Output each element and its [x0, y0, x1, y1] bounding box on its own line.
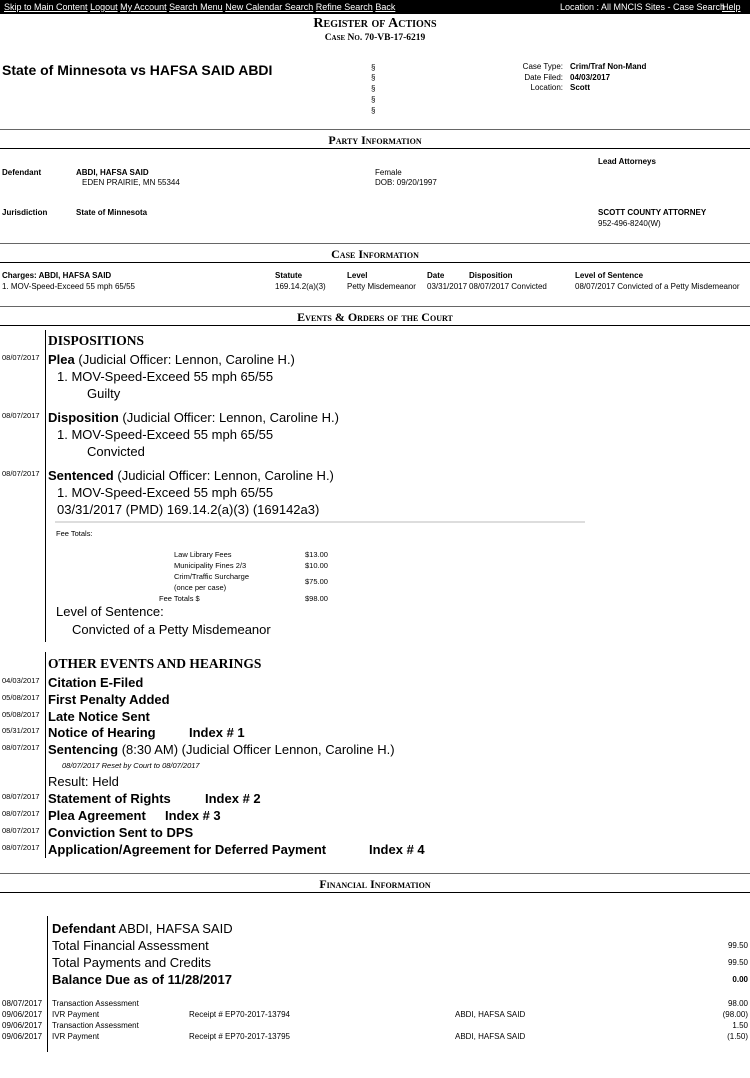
- fee-amount: $13.00: [305, 550, 328, 559]
- financial-information-heading: Financial Information: [319, 877, 431, 891]
- skip-to-main-link[interactable]: Skip to Main Content: [4, 2, 88, 12]
- logout-link[interactable]: Logout: [90, 2, 118, 12]
- level-of-sentence-value: Convicted of a Petty Misdemeanor: [72, 622, 271, 637]
- divider: [0, 148, 750, 149]
- fee-amount: $10.00: [305, 561, 328, 570]
- search-menu-link[interactable]: Search Menu: [169, 2, 223, 12]
- event-title: Plea: [48, 352, 75, 367]
- level-of-sentence-label: Level of Sentence:: [56, 604, 164, 619]
- fee-label-note: (once per case): [174, 583, 227, 592]
- page-title: Register of Actions: [313, 16, 437, 31]
- event-date: 08/07/2017: [2, 843, 40, 852]
- event-date: 08/07/2017: [2, 826, 40, 835]
- transaction-date: 09/06/2017: [2, 1010, 43, 1019]
- sentence-detail: 03/31/2017 (PMD) 169.14.2(a)(3) (169142a3): [57, 502, 320, 517]
- date-filed-value: 04/03/2017: [570, 73, 611, 82]
- event-title: Conviction Sent to DPS: [48, 825, 194, 840]
- sentence-cell: 08/07/2017 Convicted of a Petty Misdemeanor: [575, 282, 740, 291]
- divider: [0, 892, 750, 893]
- event-result: Result: Held: [48, 774, 119, 789]
- location-value: Scott: [570, 83, 590, 92]
- event-charge: 1. MOV-Speed-Exceed 55 mph 65/55: [57, 485, 274, 500]
- fee-label: Municipality Fines 2/3: [174, 561, 247, 570]
- transaction-payor: ABDI, HAFSA SAID: [455, 1010, 526, 1019]
- defendant-gender: Female: [375, 168, 402, 177]
- event-title: Plea Agreement: [48, 808, 146, 823]
- transaction-date: 09/06/2017: [2, 1032, 43, 1041]
- date-header: Date: [427, 271, 445, 280]
- case-name: State of Minnesota vs HAFSA SAID ABDI: [2, 62, 273, 78]
- event-title: Statement of Rights: [48, 791, 171, 806]
- event-charge: 1. MOV-Speed-Exceed 55 mph 65/55: [57, 427, 274, 442]
- jurisdiction-label: Jurisdiction: [2, 208, 48, 217]
- divider: [0, 129, 750, 130]
- events-column-rule: [45, 652, 46, 858]
- divider: [0, 262, 750, 263]
- section-mark: §: [371, 106, 376, 115]
- transaction-receipt: Receipt # EP70-2017-13795: [189, 1032, 290, 1041]
- statute-cell: 169.14.2(a)(3): [275, 282, 326, 291]
- level-cell: Petty Misdemeanor: [347, 282, 416, 291]
- divider: [0, 873, 750, 874]
- event-index: Index # 2: [205, 791, 261, 806]
- sentenced-event: [48, 468, 334, 483]
- transaction-date: 08/07/2017: [2, 999, 43, 1008]
- case-type-label: Case Type:: [522, 62, 563, 71]
- event-result: Convicted: [87, 444, 145, 459]
- event-title: Application/Agreement for Deferred Payment: [48, 842, 327, 857]
- my-account-link[interactable]: My Account: [120, 2, 167, 12]
- defendant-label: Defendant: [2, 168, 42, 177]
- financial-column-rule: [47, 916, 48, 1052]
- event-index: Index # 4: [369, 842, 425, 857]
- case-number: Case No. 70-VB-17-6219: [324, 33, 426, 43]
- divider: [0, 243, 750, 244]
- fee-label: Law Library Fees: [174, 550, 232, 559]
- event-date: 08/07/2017: [2, 353, 40, 362]
- transaction-type: Transaction Assessment: [52, 1021, 139, 1030]
- events-heading: Events & Orders of the Court: [297, 310, 453, 324]
- disposition-cell: 08/07/2017 Convicted: [469, 282, 547, 291]
- total-assessment-value: 99.50: [727, 941, 748, 950]
- help-link[interactable]: Help: [722, 2, 741, 12]
- event-date: 08/07/2017: [2, 792, 40, 801]
- section-mark: §: [371, 63, 376, 72]
- other-events-heading: OTHER EVENTS AND HEARINGS: [48, 656, 262, 671]
- events-column-rule: [45, 330, 46, 642]
- event-date: 08/07/2017: [2, 469, 40, 478]
- event-title: Disposition: [48, 410, 119, 425]
- event-title: Sentenced: [48, 468, 114, 483]
- top-nav-bar: [0, 0, 750, 14]
- event-officer: (Judicial Officer: Lennon, Caroline H.): [113, 468, 334, 483]
- event-date: 08/07/2017: [2, 411, 40, 420]
- date-cell: 03/31/2017: [427, 282, 468, 291]
- disposition-event: [48, 410, 339, 425]
- back-link[interactable]: Back: [375, 2, 396, 12]
- event-title: Notice of Hearing: [48, 725, 156, 740]
- charge-cell: 1. MOV-Speed-Exceed 55 mph 65/55: [2, 282, 135, 291]
- transaction-amount: 98.00: [727, 999, 748, 1008]
- transaction-receipt: Receipt # EP70-2017-13794: [189, 1010, 290, 1019]
- fee-totals-label: Fee Totals:: [56, 529, 93, 538]
- section-mark: §: [371, 95, 376, 104]
- event-date: 08/07/2017: [2, 743, 40, 752]
- fee-total-amount: $98.00: [305, 594, 328, 603]
- event-title: Sentencing: [48, 742, 119, 757]
- lead-attorneys-header: Lead Attorneys: [598, 157, 656, 166]
- fee-amount: $75.00: [305, 577, 328, 586]
- divider: [55, 521, 585, 523]
- location-text: Location : All MNCIS Sites - Case Search: [560, 2, 726, 12]
- event-title: Citation E-Filed: [48, 675, 144, 690]
- transaction-payor: ABDI, HAFSA SAID: [455, 1032, 526, 1041]
- attorney-phone: 952-496-8240(W): [598, 219, 661, 228]
- transaction-amount: (98.00): [722, 1010, 748, 1019]
- event-date: 05/08/2017: [2, 693, 40, 702]
- fee-label: Crim/Traffic Surcharge: [174, 572, 250, 581]
- financial-defendant: [52, 921, 233, 936]
- event-date: 05/08/2017: [2, 710, 40, 719]
- disposition-header: Disposition: [469, 271, 513, 280]
- date-filed-label: Date Filed:: [524, 73, 563, 82]
- event-index: Index # 1: [189, 725, 245, 740]
- statute-header: Statute: [275, 271, 303, 280]
- section-mark: §: [371, 73, 376, 82]
- defendant-dob: DOB: 09/20/1997: [375, 178, 437, 187]
- new-calendar-search-link[interactable]: New Calendar Search: [225, 2, 314, 12]
- jurisdiction-name: State of Minnesota: [76, 208, 148, 217]
- transaction-date: 09/06/2017: [2, 1021, 43, 1030]
- transaction-type: Transaction Assessment: [52, 999, 139, 1008]
- divider: [0, 325, 750, 326]
- transaction-type: IVR Payment: [52, 1010, 100, 1019]
- event-title: Late Notice Sent: [48, 709, 150, 724]
- fee-total-label: Fee Totals $: [159, 594, 200, 603]
- financial-defendant-name: ABDI, HAFSA SAID: [115, 921, 233, 936]
- case-type-value: Crim/Traf Non-Mand: [570, 62, 647, 71]
- plea-event: [48, 352, 295, 367]
- event-date: 04/03/2017: [2, 676, 40, 685]
- event-index: Index # 3: [165, 808, 221, 823]
- event-charge: 1. MOV-Speed-Exceed 55 mph 65/55: [57, 369, 274, 384]
- event-extra: (8:30 AM) (Judicial Officer Lennon, Caroline H.): [118, 742, 395, 757]
- financial-defendant-label: Defendant: [52, 921, 116, 936]
- case-information-heading: Case Information: [331, 247, 419, 261]
- total-assessment-label: Total Financial Assessment: [52, 938, 209, 953]
- event-officer: (Judicial Officer: Lennon, Caroline H.): [118, 410, 339, 425]
- sentence-header: Level of Sentence: [575, 271, 644, 280]
- charges-header: Charges: ABDI, HAFSA SAID: [2, 271, 112, 280]
- divider: [0, 306, 750, 307]
- total-payments-value: 99.50: [727, 958, 748, 967]
- event-result: Guilty: [87, 386, 121, 401]
- event-title: First Penalty Added: [48, 692, 170, 707]
- reset-note: 08/07/2017 Reset by Court to 08/07/2017: [62, 761, 200, 770]
- transaction-amount: (1.50): [727, 1032, 748, 1041]
- attorney-name: SCOTT COUNTY ATTORNEY: [598, 208, 707, 217]
- event-date: 05/31/2017: [2, 726, 40, 735]
- defendant-name: ABDI, HAFSA SAID: [76, 168, 149, 177]
- balance-due-label: Balance Due as of 11/28/2017: [52, 972, 232, 987]
- dispositions-heading: DISPOSITIONS: [48, 333, 145, 348]
- transaction-amount: 1.50: [732, 1021, 748, 1030]
- event-date: 08/07/2017: [2, 809, 40, 818]
- refine-search-link[interactable]: Refine Search: [315, 2, 373, 12]
- total-payments-label: Total Payments and Credits: [52, 955, 211, 970]
- section-mark: §: [371, 84, 376, 93]
- party-information-heading: Party Information: [328, 133, 422, 147]
- balance-due-value: 0.00: [732, 975, 748, 984]
- defendant-address: EDEN PRAIRIE, MN 55344: [82, 178, 180, 187]
- level-header: Level: [347, 271, 368, 280]
- sentencing-event: [48, 742, 395, 757]
- event-officer: (Judicial Officer: Lennon, Caroline H.): [74, 352, 295, 367]
- location-label: Location:: [530, 83, 563, 92]
- transaction-type: IVR Payment: [52, 1032, 100, 1041]
